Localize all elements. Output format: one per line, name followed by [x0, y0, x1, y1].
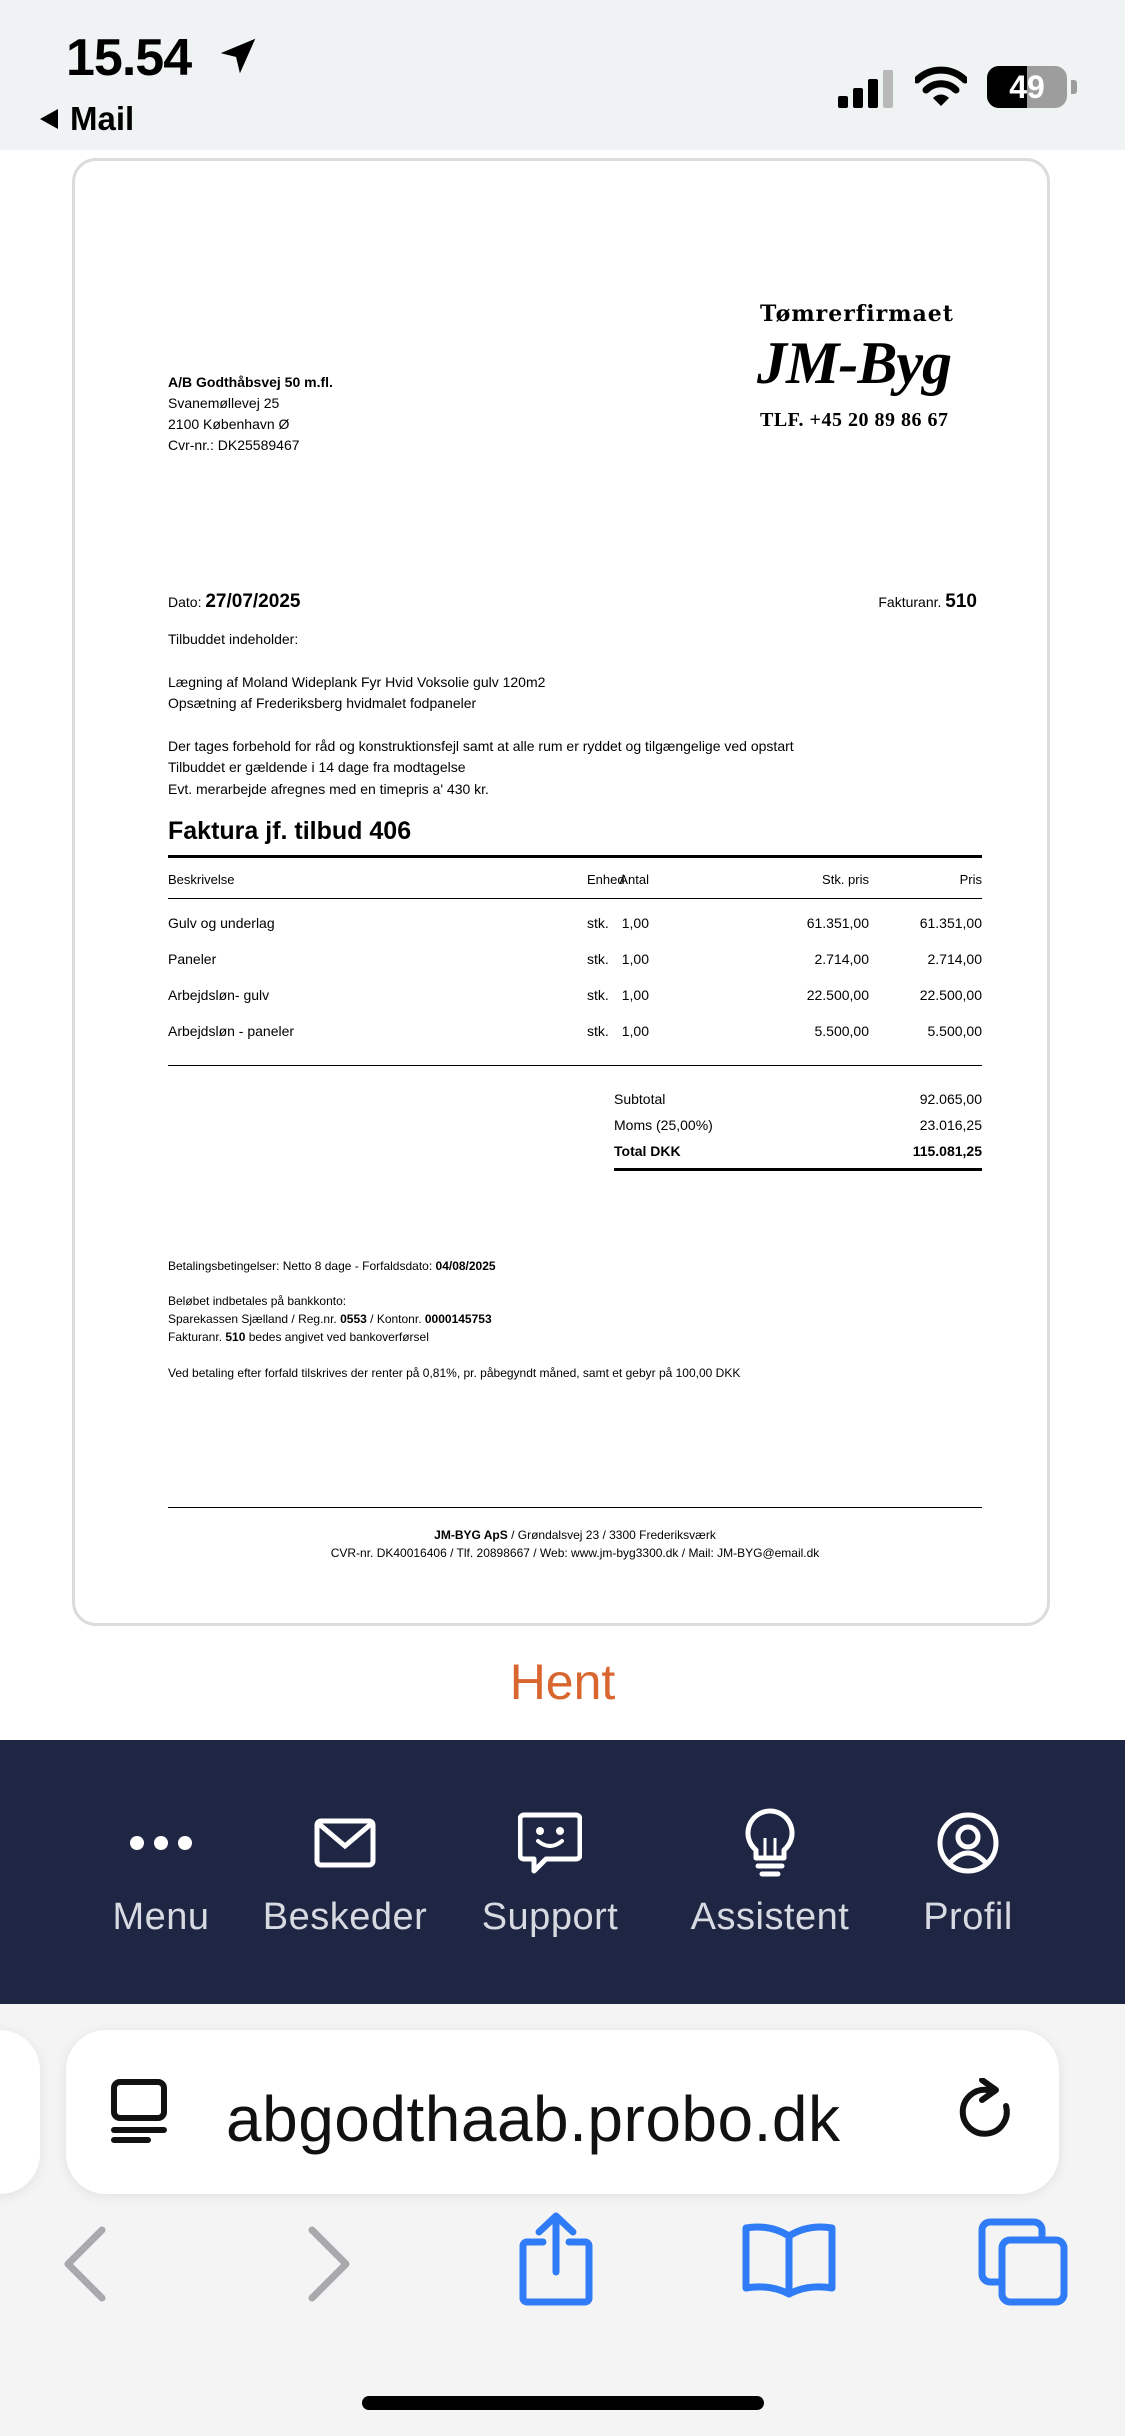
reference-number: 510: [225, 1330, 246, 1344]
reload-icon[interactable]: [956, 2078, 1018, 2144]
bank-intro: Beløbet indbetales på bankkonto:: [168, 1294, 347, 1308]
row-unit-price: 5.500,00: [814, 1023, 869, 1039]
recipient-street: Svanemøllevej 25: [168, 395, 280, 411]
profile-icon: [936, 1811, 1000, 1875]
nav-label: Profil: [923, 1896, 1013, 1938]
due-date: 04/08/2025: [435, 1259, 496, 1273]
terms-line: Evt. merarbejde afregnes med en timepris a' 430 kr.: [168, 781, 489, 797]
row-unit: stk.: [587, 951, 609, 967]
invoice-number-row: [878, 591, 977, 613]
invoice-number-value: 510: [945, 591, 977, 612]
battery-level: 49: [1009, 69, 1045, 105]
row-price: 22.500,00: [919, 987, 982, 1003]
total-label: Total DKK: [614, 1143, 681, 1159]
row-unit-price: 61.351,00: [806, 915, 869, 931]
account-label: / Kontonr.: [370, 1312, 422, 1326]
offer-label: Tilbuddet indeholder:: [168, 631, 299, 647]
home-indicator[interactable]: [362, 2396, 764, 2410]
footer-contact: CVR-nr. DK40016406 / Tlf. 20898667 / Web: www.jm-byg3300.dk / Mail: JM-BYG@email.dk: [330, 1546, 820, 1560]
forward-icon[interactable]: [306, 2226, 352, 2302]
app-nav-bar: [0, 1740, 1125, 2004]
heading-rule: [168, 855, 982, 858]
footer-rule: [168, 1507, 982, 1508]
terms-line: Tilbuddet er gældende i 14 dage fra modtagelse: [168, 759, 466, 775]
bookmarks-icon[interactable]: [742, 2222, 836, 2298]
row-unit-price: 22.500,00: [806, 987, 869, 1003]
date-label: Dato:: [168, 594, 202, 610]
reference-prefix: Fakturanr.: [168, 1330, 223, 1344]
invoice-document: [72, 158, 1050, 1626]
envelope-icon: [314, 1818, 376, 1868]
col-price: Pris: [959, 872, 982, 887]
wifi-icon: [915, 66, 967, 108]
signal-icon: [838, 70, 896, 108]
vat-label: Moms (25,00%): [614, 1117, 713, 1133]
url-text[interactable]: abgodthaab.probo.dk: [226, 2083, 841, 2155]
row-unit: stk.: [587, 1023, 609, 1039]
row-unit: stk.: [587, 987, 609, 1003]
row-unit-price: 2.714,00: [814, 951, 869, 967]
col-unit-price: Stk. pris: [822, 872, 869, 887]
row-description: Gulv og underlag: [168, 915, 275, 931]
account-number: 0000145753: [424, 1312, 492, 1326]
battery-icon: [987, 66, 1067, 108]
reference-suffix: bedes angivet ved bankoverførsel: [248, 1330, 429, 1344]
footer-company-line: [168, 1528, 982, 1542]
payment-terms-text: Betalingsbetingelser: Netto 8 dage - Forfaldsdato:: [168, 1259, 433, 1273]
tabs-icon[interactable]: [978, 2218, 1068, 2306]
row-quantity: 1,00: [621, 915, 649, 931]
offer-line: Lægning af Moland Wideplank Fyr Hvid Voksolie gulv 120m2: [168, 674, 546, 690]
late-payment-note: Ved betaling efter forfald tilskrives der renter på 0,81%, pr. påbegyndt måned, samt et gebyr på 100,00 DKK: [168, 1366, 741, 1380]
nav-label: Assistent: [690, 1896, 850, 1938]
nav-item-support[interactable]: [470, 1740, 630, 2004]
recipient-name: A/B Godthåbsvej 50 m.fl.: [168, 374, 333, 390]
col-unit: Enhed: [587, 872, 625, 887]
share-icon[interactable]: [517, 2210, 595, 2306]
date-value: 27/07/2025: [205, 591, 301, 612]
bank-prefix: Sparekassen Sjælland / Reg.nr.: [168, 1312, 337, 1326]
nav-item-assistant[interactable]: [685, 1740, 855, 2004]
header-rule: [168, 898, 982, 899]
reg-number: 0553: [340, 1312, 367, 1326]
row-price: 2.714,00: [927, 951, 982, 967]
date-row: [168, 591, 300, 613]
invoice-number-label: Fakturanr.: [878, 594, 942, 610]
total-value: 115.081,25: [912, 1143, 982, 1159]
reader-mode-icon[interactable]: [110, 2078, 168, 2144]
back-triangle-icon: [38, 107, 60, 131]
payment-terms: [168, 1259, 496, 1273]
row-description: Paneler: [168, 951, 217, 967]
address-bar[interactable]: [66, 2030, 1059, 2194]
nav-label: Beskeder: [262, 1896, 428, 1938]
nav-label: Support: [481, 1896, 619, 1938]
previous-tab-peek[interactable]: [0, 2030, 40, 2194]
invoice-heading: Faktura jf. tilbud 406: [168, 817, 412, 845]
table-end-rule: [168, 1065, 982, 1066]
row-price: 5.500,00: [927, 1023, 982, 1039]
row-price: 61.351,00: [919, 915, 982, 931]
recipient-city: 2100 København Ø: [168, 416, 290, 432]
row-description: Arbejdsløn- gulv: [168, 987, 270, 1003]
recipient-cvr: Cvr-nr.: DK25589467: [168, 437, 300, 453]
brand-phone: TLF. +45 20 89 86 67: [760, 409, 949, 431]
total-rule: [614, 1168, 982, 1171]
col-quantity: Antal: [619, 872, 649, 887]
status-time: 15.54: [66, 28, 261, 88]
back-to-mail-button[interactable]: [38, 100, 134, 138]
download-button[interactable]: Hent: [509, 1654, 616, 1710]
row-quantity: 1,00: [621, 987, 649, 1003]
footer-address: / Grøndalsvej 23 / 3300 Frederiksværk: [511, 1528, 716, 1542]
nav-item-profile[interactable]: [908, 1740, 1028, 2004]
row-quantity: 1,00: [621, 1023, 649, 1039]
vat-value: 23.016,25: [919, 1117, 982, 1133]
back-label: Mail: [70, 100, 135, 137]
row-description: Arbejdsløn - paneler: [168, 1023, 295, 1039]
row-unit: stk.: [587, 915, 609, 931]
chat-support-icon: [518, 1811, 582, 1875]
bank-details: [168, 1312, 492, 1326]
nav-label: Menu: [112, 1896, 210, 1938]
more-dots-icon: [129, 1833, 193, 1853]
payment-reference: [168, 1330, 429, 1344]
lightbulb-icon: [744, 1808, 796, 1878]
nav-item-messages[interactable]: [260, 1740, 430, 2004]
nav-item-menu[interactable]: [100, 1740, 222, 2004]
brand-top: Tømrerfirmaet: [760, 301, 954, 327]
status-bar: [0, 0, 1125, 150]
footer-company: JM-BYG ApS: [434, 1528, 508, 1542]
offer-line: Opsætning af Frederiksberg hvidmalet fodpaneler: [168, 695, 477, 711]
location-arrow-icon: [215, 33, 261, 79]
brand-logo: JM-Byg: [757, 330, 951, 396]
battery-cap: [1071, 80, 1077, 94]
subtotal-value: 92.065,00: [919, 1091, 982, 1107]
subtotal-label: Subtotal: [614, 1091, 666, 1107]
row-quantity: 1,00: [621, 951, 649, 967]
back-icon[interactable]: [62, 2226, 108, 2302]
terms-line: Der tages forbehold for råd og konstruktionsfejl samt at alle rum er ryddet og tilgængelige ved opstart: [168, 738, 794, 754]
col-description: Beskrivelse: [168, 872, 235, 887]
